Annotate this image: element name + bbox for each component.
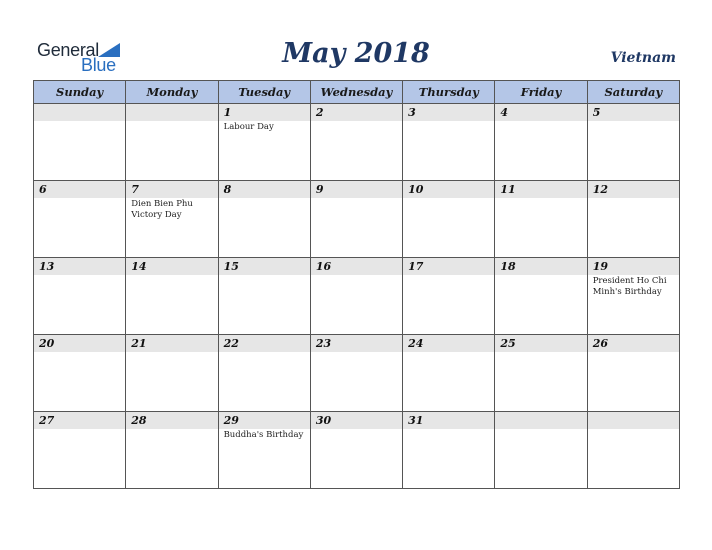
day-cell [403,258,495,335]
day-cell [34,412,126,489]
calendar-grid [33,80,680,489]
week-row-2 [34,181,680,258]
day-cell [587,181,679,258]
holiday-label [311,429,402,430]
day-number [126,104,217,121]
weekday-monday: Monday [126,81,218,104]
day-cell [34,104,126,181]
day-cell [310,412,402,489]
day-cell [126,181,218,258]
day-number: 13 [34,258,125,275]
day-cell [310,104,402,181]
holiday-label [588,352,679,353]
day-number: 17 [403,258,494,275]
day-cell [495,258,587,335]
holiday-label: Buddha's Birthday [223,430,304,440]
holiday-label [403,429,494,430]
holiday-label [495,429,586,430]
day-cell [403,412,495,489]
day-number: 8 [219,181,310,198]
day-cell [403,335,495,412]
week-row-5 [34,412,680,489]
holiday-label: President Ho Chi Minh's Birthday [592,276,667,297]
weekday-friday: Friday [495,81,587,104]
day-cell [34,181,126,258]
week-row-3 [34,258,680,335]
holiday-label [403,275,494,276]
holiday-label [403,352,494,353]
page-title: May 2018 [282,38,430,69]
holiday-label [403,121,494,122]
day-number: 30 [311,412,402,429]
day-number: 21 [126,335,217,352]
holiday-label [34,121,125,122]
day-number: 16 [311,258,402,275]
day-cell [34,335,126,412]
holiday-label [126,429,217,430]
day-cell [126,258,218,335]
day-number: 7 [126,181,217,198]
weekday-header-row [34,81,680,104]
day-number: 25 [495,335,586,352]
day-cell [495,335,587,412]
day-number: 10 [403,181,494,198]
holiday-label [34,352,125,353]
day-number: 24 [403,335,494,352]
day-cell [310,258,402,335]
holiday-label [588,121,679,122]
day-cell [126,104,218,181]
day-number: 29 [219,412,310,429]
day-cell [495,412,587,489]
day-cell [310,181,402,258]
logo-text-blue: Blue [81,55,116,75]
day-cell [495,181,587,258]
country-label: Vietnam [610,50,676,66]
weekday-saturday: Saturday [587,81,679,104]
day-cell [310,335,402,412]
day-number: 15 [219,258,310,275]
holiday-label [34,429,125,430]
day-number: 5 [588,104,679,121]
day-cell [218,104,310,181]
day-number: 18 [495,258,586,275]
weekday-wednesday: Wednesday [310,81,402,104]
holiday-label [311,121,402,122]
day-number: 19 [588,258,679,275]
day-number: 4 [495,104,586,121]
weekday-tuesday: Tuesday [218,81,310,104]
day-number: 2 [311,104,402,121]
day-number: 27 [34,412,125,429]
day-number [34,104,125,121]
day-cell [218,335,310,412]
day-cell [34,258,126,335]
holiday-label [126,352,217,353]
day-cell [495,104,587,181]
day-number: 28 [126,412,217,429]
holiday-label: Labour Day [223,122,274,132]
holiday-label [126,121,217,122]
holiday-label [588,198,679,199]
holiday-label [495,275,586,276]
holiday-label [311,198,402,199]
day-number [588,412,679,429]
day-cell [587,335,679,412]
holiday-label [311,352,402,353]
holiday-label [219,352,310,353]
holiday-label [311,275,402,276]
day-number: 26 [588,335,679,352]
day-number: 14 [126,258,217,275]
holiday-label [403,198,494,199]
day-cell [126,335,218,412]
day-number: 1 [219,104,310,121]
week-row-4 [34,335,680,412]
day-cell [587,412,679,489]
day-number [495,412,586,429]
day-number: 20 [34,335,125,352]
day-cell [403,104,495,181]
holiday-label [495,352,586,353]
holiday-label [219,275,310,276]
holiday-label [495,121,586,122]
day-number: 23 [311,335,402,352]
holiday-label [588,429,679,430]
logo-text-general: General [37,40,99,60]
holiday-label [34,275,125,276]
weekday-sunday: Sunday [34,81,126,104]
day-cell [218,258,310,335]
holiday-label: Dien Bien Phu Victory Day [131,199,193,220]
day-cell [218,181,310,258]
day-cell [218,412,310,489]
holiday-label [126,275,217,276]
holiday-label [219,198,310,199]
day-cell [587,258,679,335]
weekday-thursday: Thursday [403,81,495,104]
day-number: 22 [219,335,310,352]
day-cell [403,181,495,258]
day-number: 11 [495,181,586,198]
day-number: 6 [34,181,125,198]
holiday-label [34,198,125,199]
day-number: 9 [311,181,402,198]
day-cell [587,104,679,181]
day-number: 3 [403,104,494,121]
holiday-label [495,198,586,199]
week-row-1 [34,104,680,181]
day-number: 12 [588,181,679,198]
day-cell [126,412,218,489]
day-number: 31 [403,412,494,429]
